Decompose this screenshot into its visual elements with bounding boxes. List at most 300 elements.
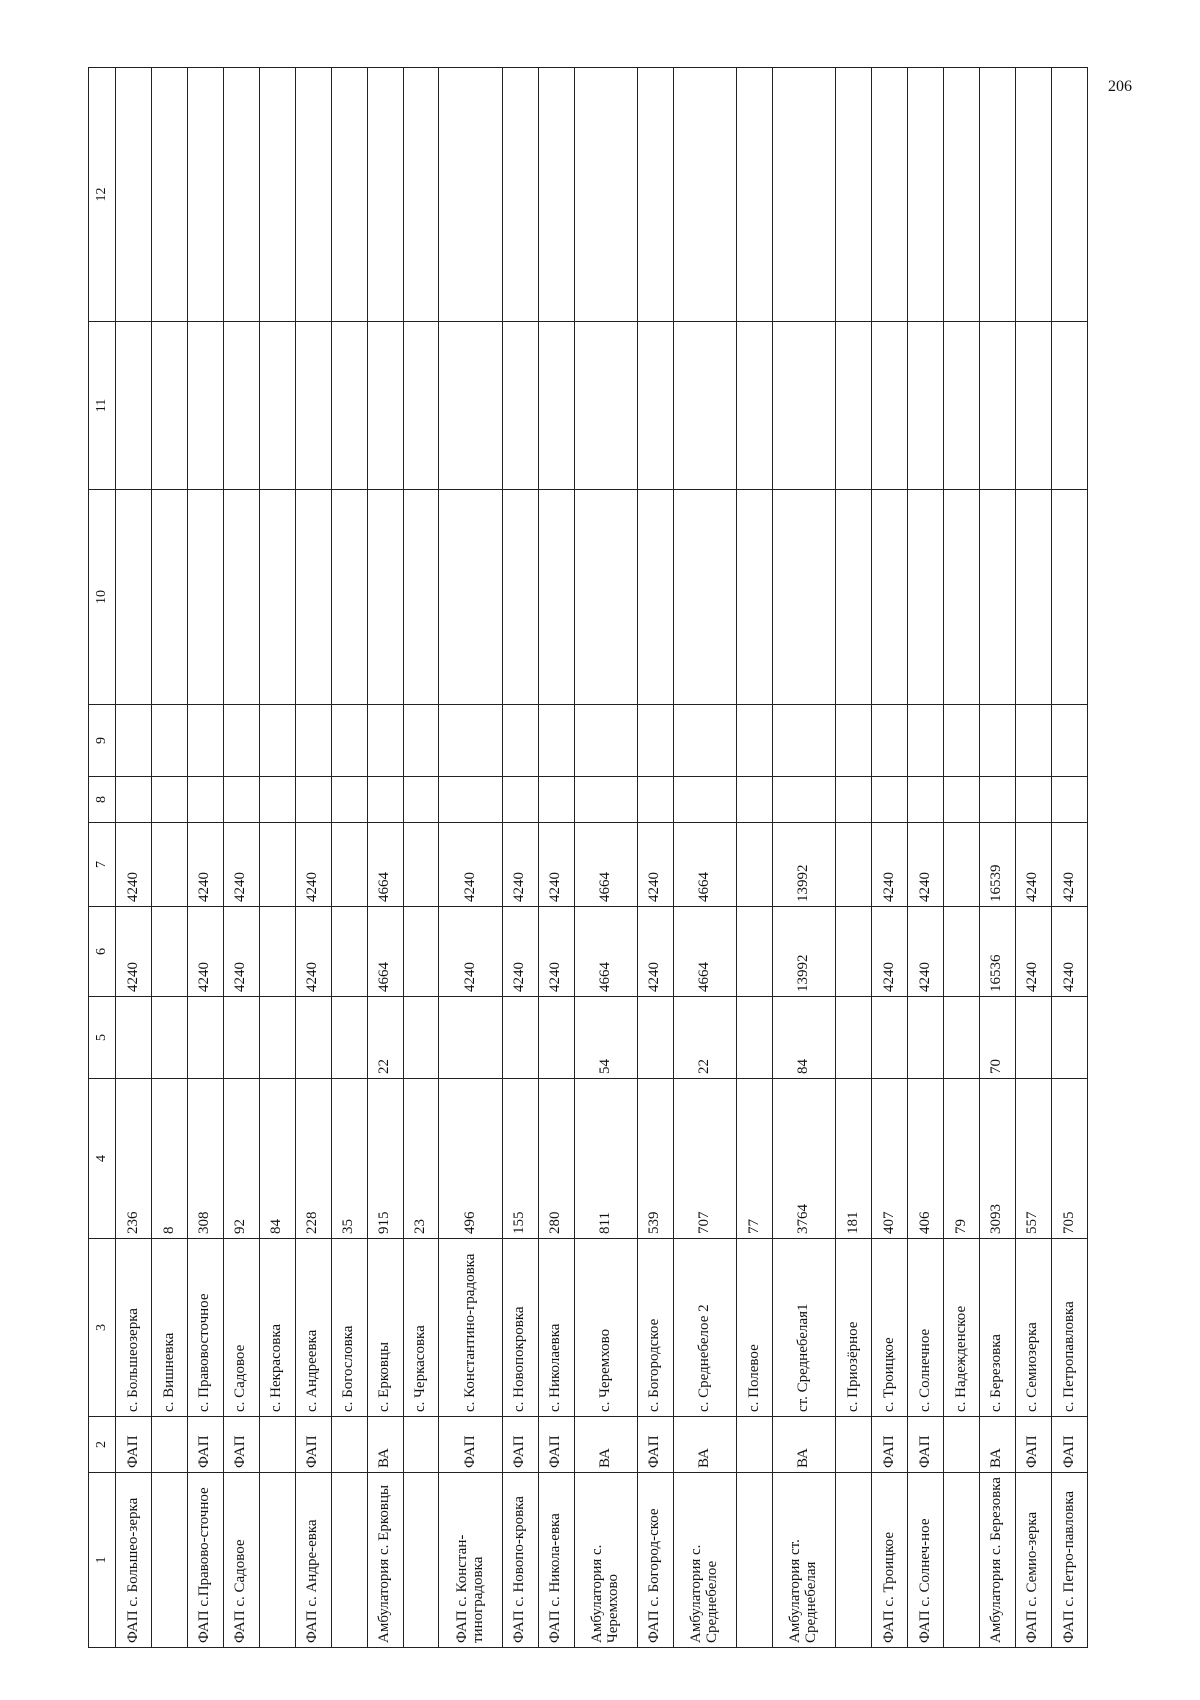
cell-col-7: 4240 — [187, 823, 223, 907]
column-header-1: 1 — [89, 1473, 116, 1648]
cell-col-1: ФАП с. Садовое — [223, 1473, 259, 1648]
empty-cell-col-11 — [538, 322, 574, 490]
cell-col-5: 70 — [979, 997, 1015, 1079]
empty-cell-col-8 — [151, 777, 187, 823]
empty-cell-col-8 — [979, 777, 1015, 823]
cell-col-3: с. Солнечное — [908, 1239, 944, 1417]
cell-col-1 — [259, 1473, 295, 1648]
empty-cell-col-12 — [259, 68, 295, 322]
cell-col-3: с. Константино-градовка — [439, 1239, 502, 1417]
cell-col-7: 4664 — [574, 823, 637, 907]
cell-col-3: с. Надежденское — [943, 1239, 979, 1417]
cell-col-7: 4240 — [1015, 823, 1051, 907]
empty-cell-col-12 — [223, 68, 259, 322]
cell-col-3: с. Ерковцы — [367, 1239, 403, 1417]
empty-cell-col-10 — [872, 490, 908, 705]
cell-col-3: с. Большеозерка — [116, 1239, 152, 1417]
empty-cell-col-10 — [331, 490, 367, 705]
cell-col-5 — [1015, 997, 1051, 1079]
table-row — [538, 68, 574, 1648]
empty-cell-col-12 — [637, 68, 673, 322]
cell-col-7 — [736, 823, 772, 907]
cell-col-6: 4664 — [673, 907, 736, 997]
cell-col-2: ФАП — [187, 1417, 223, 1473]
empty-cell-col-10 — [295, 490, 331, 705]
empty-cell-col-9 — [439, 705, 502, 777]
empty-cell-col-11 — [908, 322, 944, 490]
empty-cell-col-12 — [673, 68, 736, 322]
cell-col-4: 496 — [439, 1079, 502, 1239]
cell-col-6: 4664 — [367, 907, 403, 997]
empty-cell-col-12 — [908, 68, 944, 322]
cell-col-1: ФАП с. Констан-тиноградовка — [439, 1473, 502, 1648]
cell-col-4: 406 — [908, 1079, 944, 1239]
cell-col-2: ВА — [367, 1417, 403, 1473]
cell-col-1 — [736, 1473, 772, 1648]
empty-cell-col-12 — [295, 68, 331, 322]
empty-cell-col-9 — [836, 705, 872, 777]
cell-col-2: ФАП — [538, 1417, 574, 1473]
empty-cell-col-11 — [872, 322, 908, 490]
cell-col-3: с. Черкасовка — [403, 1239, 439, 1417]
cell-col-2: ФАП — [637, 1417, 673, 1473]
cell-col-2 — [943, 1417, 979, 1473]
empty-cell-col-10 — [574, 490, 637, 705]
empty-cell-col-10 — [223, 490, 259, 705]
table-row — [151, 68, 187, 1648]
empty-cell-col-8 — [403, 777, 439, 823]
cell-col-6: 4664 — [574, 907, 637, 997]
empty-cell-col-10 — [1051, 490, 1087, 705]
empty-cell-col-10 — [943, 490, 979, 705]
empty-cell-col-12 — [116, 68, 152, 322]
empty-cell-col-12 — [574, 68, 637, 322]
cell-col-5 — [908, 997, 944, 1079]
cell-col-1: ФАП с. Новопо-кровка — [502, 1473, 538, 1648]
empty-cell-col-9 — [403, 705, 439, 777]
cell-col-4: 308 — [187, 1079, 223, 1239]
empty-cell-col-10 — [367, 490, 403, 705]
empty-cell-col-9 — [116, 705, 152, 777]
cell-col-5: 84 — [772, 997, 835, 1079]
cell-col-5 — [295, 997, 331, 1079]
cell-col-4: 707 — [673, 1079, 736, 1239]
cell-col-3: с. Андреевка — [295, 1239, 331, 1417]
cell-col-6: 4240 — [1015, 907, 1051, 997]
cell-col-1: ФАП с. Никола-евка — [538, 1473, 574, 1648]
cell-col-5 — [259, 997, 295, 1079]
cell-col-4: 228 — [295, 1079, 331, 1239]
table-row — [673, 68, 736, 1648]
empty-cell-col-9 — [943, 705, 979, 777]
empty-cell-col-8 — [673, 777, 736, 823]
cell-col-5 — [439, 997, 502, 1079]
empty-cell-col-8 — [1051, 777, 1087, 823]
cell-col-1: ФАП с. Андре-евка — [295, 1473, 331, 1648]
column-header-12: 12 — [89, 68, 116, 322]
empty-cell-col-11 — [673, 322, 736, 490]
cell-col-3: с. Березовка — [979, 1239, 1015, 1417]
cell-col-6: 4240 — [637, 907, 673, 997]
cell-col-2 — [331, 1417, 367, 1473]
empty-cell-col-8 — [736, 777, 772, 823]
empty-cell-col-12 — [943, 68, 979, 322]
cell-col-1: Амбулатория ст. Среднебелая — [772, 1473, 835, 1648]
empty-cell-col-8 — [223, 777, 259, 823]
empty-cell-col-12 — [979, 68, 1015, 322]
empty-cell-col-10 — [502, 490, 538, 705]
empty-cell-col-8 — [772, 777, 835, 823]
column-header-9: 9 — [89, 705, 116, 777]
cell-col-7: 4240 — [908, 823, 944, 907]
empty-cell-col-11 — [187, 322, 223, 490]
empty-cell-col-11 — [772, 322, 835, 490]
empty-cell-col-9 — [223, 705, 259, 777]
empty-cell-col-9 — [259, 705, 295, 777]
table-row — [836, 68, 872, 1648]
empty-cell-col-9 — [151, 705, 187, 777]
empty-cell-col-12 — [502, 68, 538, 322]
cell-col-4: 280 — [538, 1079, 574, 1239]
cell-col-5 — [116, 997, 152, 1079]
empty-cell-col-10 — [403, 490, 439, 705]
empty-cell-col-9 — [574, 705, 637, 777]
cell-col-5 — [223, 997, 259, 1079]
empty-cell-col-9 — [502, 705, 538, 777]
cell-col-7: 4664 — [367, 823, 403, 907]
cell-col-2: ФАП — [439, 1417, 502, 1473]
empty-cell-col-8 — [295, 777, 331, 823]
cell-col-3: ст. Среднебелая1 — [772, 1239, 835, 1417]
table-row — [943, 68, 979, 1648]
table-row — [872, 68, 908, 1648]
cell-col-1 — [836, 1473, 872, 1648]
empty-cell-col-10 — [979, 490, 1015, 705]
cell-col-6: 4240 — [439, 907, 502, 997]
empty-cell-col-12 — [1051, 68, 1087, 322]
column-header-3: 3 — [89, 1239, 116, 1417]
cell-col-7: 4240 — [439, 823, 502, 907]
cell-col-5 — [872, 997, 908, 1079]
empty-cell-col-9 — [538, 705, 574, 777]
cell-col-3: с. Среднебелое 2 — [673, 1239, 736, 1417]
cell-col-6: 4240 — [538, 907, 574, 997]
cell-col-2 — [736, 1417, 772, 1473]
cell-col-1: ФАП с.Правово-сточное — [187, 1473, 223, 1648]
empty-cell-col-8 — [439, 777, 502, 823]
empty-cell-col-10 — [836, 490, 872, 705]
cell-col-2: ФАП — [223, 1417, 259, 1473]
empty-cell-col-12 — [872, 68, 908, 322]
empty-cell-col-11 — [979, 322, 1015, 490]
cell-col-7: 4240 — [1051, 823, 1087, 907]
empty-cell-col-12 — [187, 68, 223, 322]
cell-col-2: ФАП — [116, 1417, 152, 1473]
empty-cell-col-9 — [1015, 705, 1051, 777]
page-number: 206 — [1108, 78, 1132, 95]
cell-col-3: с. Приозёрное — [836, 1239, 872, 1417]
cell-col-3: с. Садовое — [223, 1239, 259, 1417]
cell-col-6: 4240 — [295, 907, 331, 997]
cell-col-7 — [403, 823, 439, 907]
cell-col-2: ФАП — [872, 1417, 908, 1473]
cell-col-4: 557 — [1015, 1079, 1051, 1239]
cell-col-1 — [151, 1473, 187, 1648]
cell-col-7 — [259, 823, 295, 907]
empty-cell-col-12 — [403, 68, 439, 322]
empty-cell-col-9 — [637, 705, 673, 777]
cell-col-7: 4240 — [223, 823, 259, 907]
empty-cell-col-12 — [1015, 68, 1051, 322]
empty-cell-col-11 — [502, 322, 538, 490]
cell-col-3: с. Петропавловка — [1051, 1239, 1087, 1417]
empty-cell-col-11 — [637, 322, 673, 490]
empty-cell-col-11 — [574, 322, 637, 490]
empty-cell-col-10 — [538, 490, 574, 705]
table-row — [439, 68, 502, 1648]
cell-col-1 — [331, 1473, 367, 1648]
cell-col-4: 3093 — [979, 1079, 1015, 1239]
empty-cell-col-12 — [151, 68, 187, 322]
table-row — [116, 68, 152, 1648]
cell-col-2: ФАП — [502, 1417, 538, 1473]
cell-col-3: с. Николаевка — [538, 1239, 574, 1417]
cell-col-2: ФАП — [1015, 1417, 1051, 1473]
table-row — [403, 68, 439, 1648]
cell-col-4: 705 — [1051, 1079, 1087, 1239]
empty-cell-col-8 — [943, 777, 979, 823]
cell-col-6: 4240 — [502, 907, 538, 997]
cell-col-4: 23 — [403, 1079, 439, 1239]
cell-col-2: ВА — [673, 1417, 736, 1473]
empty-cell-col-9 — [1051, 705, 1087, 777]
cell-col-4: 155 — [502, 1079, 538, 1239]
cell-col-2: ВА — [574, 1417, 637, 1473]
cell-col-5 — [151, 997, 187, 1079]
table-row — [1015, 68, 1051, 1648]
cell-col-1 — [943, 1473, 979, 1648]
cell-col-7: 13992 — [772, 823, 835, 907]
cell-col-6 — [259, 907, 295, 997]
cell-col-4: 79 — [943, 1079, 979, 1239]
table-body — [116, 68, 1088, 1648]
empty-cell-col-10 — [673, 490, 736, 705]
table-row — [295, 68, 331, 1648]
empty-cell-col-10 — [116, 490, 152, 705]
empty-cell-col-11 — [1051, 322, 1087, 490]
cell-col-5 — [836, 997, 872, 1079]
cell-col-6: 4240 — [1051, 907, 1087, 997]
cell-col-2: ФАП — [908, 1417, 944, 1473]
cell-col-7: 4240 — [637, 823, 673, 907]
empty-cell-col-9 — [367, 705, 403, 777]
cell-col-3: с. Черемхово — [574, 1239, 637, 1417]
table-row — [736, 68, 772, 1648]
empty-cell-col-9 — [736, 705, 772, 777]
empty-cell-col-8 — [187, 777, 223, 823]
empty-cell-col-8 — [502, 777, 538, 823]
column-header-7: 7 — [89, 823, 116, 907]
empty-cell-col-11 — [836, 322, 872, 490]
cell-col-3: с. Богословка — [331, 1239, 367, 1417]
empty-cell-col-11 — [259, 322, 295, 490]
empty-cell-col-10 — [187, 490, 223, 705]
empty-cell-col-10 — [1015, 490, 1051, 705]
empty-cell-col-12 — [538, 68, 574, 322]
cell-col-1: Амбулатория с. Ерковцы — [367, 1473, 403, 1648]
empty-cell-col-12 — [736, 68, 772, 322]
cell-col-7: 4240 — [538, 823, 574, 907]
empty-cell-col-12 — [772, 68, 835, 322]
table-row — [223, 68, 259, 1648]
cell-col-1: ФАП с. Семио-зерка — [1015, 1473, 1051, 1648]
cell-col-3: с. Новопокровка — [502, 1239, 538, 1417]
cell-col-6: 4240 — [187, 907, 223, 997]
cell-col-2: ВА — [979, 1417, 1015, 1473]
cell-col-4: 181 — [836, 1079, 872, 1239]
cell-col-1: ФАП с. Большео-зерка — [116, 1473, 152, 1648]
cell-col-7: 16539 — [979, 823, 1015, 907]
cell-col-4: 915 — [367, 1079, 403, 1239]
table-row — [772, 68, 835, 1648]
cell-col-4: 84 — [259, 1079, 295, 1239]
empty-cell-col-9 — [908, 705, 944, 777]
empty-cell-col-8 — [259, 777, 295, 823]
cell-col-6 — [943, 907, 979, 997]
table-row — [637, 68, 673, 1648]
empty-cell-col-11 — [403, 322, 439, 490]
empty-cell-col-8 — [574, 777, 637, 823]
empty-cell-col-10 — [439, 490, 502, 705]
cell-col-2: ФАП — [295, 1417, 331, 1473]
empty-cell-col-8 — [116, 777, 152, 823]
empty-cell-col-12 — [439, 68, 502, 322]
cell-col-6: 4240 — [223, 907, 259, 997]
table-row — [187, 68, 223, 1648]
cell-col-7: 4240 — [116, 823, 152, 907]
cell-col-6 — [836, 907, 872, 997]
empty-cell-col-9 — [872, 705, 908, 777]
column-header-2: 2 — [89, 1417, 116, 1473]
table-row — [367, 68, 403, 1648]
cell-col-5: 22 — [367, 997, 403, 1079]
cell-col-2 — [151, 1417, 187, 1473]
table-row — [1051, 68, 1087, 1648]
cell-col-4: 3764 — [772, 1079, 835, 1239]
empty-cell-col-8 — [908, 777, 944, 823]
cell-col-6 — [736, 907, 772, 997]
column-header-5: 5 — [89, 997, 116, 1079]
cell-col-5 — [736, 997, 772, 1079]
table-row — [502, 68, 538, 1648]
column-header-6: 6 — [89, 907, 116, 997]
empty-cell-col-8 — [872, 777, 908, 823]
cell-col-3: с. Семиозерка — [1015, 1239, 1051, 1417]
column-number-row — [89, 68, 116, 1648]
empty-cell-col-11 — [331, 322, 367, 490]
empty-cell-col-10 — [908, 490, 944, 705]
cell-col-5: 54 — [574, 997, 637, 1079]
column-header-8: 8 — [89, 777, 116, 823]
cell-col-7 — [331, 823, 367, 907]
cell-col-3: с. Богородское — [637, 1239, 673, 1417]
medical-facilities-table — [88, 67, 1088, 1648]
cell-col-5 — [538, 997, 574, 1079]
cell-col-6 — [403, 907, 439, 997]
cell-col-5 — [403, 997, 439, 1079]
cell-col-3: с. Правовосточное — [187, 1239, 223, 1417]
empty-cell-col-8 — [331, 777, 367, 823]
empty-cell-col-9 — [187, 705, 223, 777]
cell-col-4: 539 — [637, 1079, 673, 1239]
empty-cell-col-11 — [439, 322, 502, 490]
cell-col-7 — [151, 823, 187, 907]
cell-col-5 — [502, 997, 538, 1079]
cell-col-1: Амбулатория с. Черемхово — [574, 1473, 637, 1648]
cell-col-1 — [403, 1473, 439, 1648]
cell-col-5 — [637, 997, 673, 1079]
empty-cell-col-8 — [836, 777, 872, 823]
column-header-10: 10 — [89, 490, 116, 705]
empty-cell-col-11 — [943, 322, 979, 490]
table-row — [574, 68, 637, 1648]
cell-col-5 — [943, 997, 979, 1079]
cell-col-7 — [943, 823, 979, 907]
empty-cell-col-12 — [331, 68, 367, 322]
column-header-11: 11 — [89, 322, 116, 490]
cell-col-4: 407 — [872, 1079, 908, 1239]
cell-col-2 — [259, 1417, 295, 1473]
empty-cell-col-10 — [637, 490, 673, 705]
cell-col-5 — [187, 997, 223, 1079]
cell-col-6: 13992 — [772, 907, 835, 997]
table-row — [908, 68, 944, 1648]
cell-col-4: 35 — [331, 1079, 367, 1239]
empty-cell-col-9 — [295, 705, 331, 777]
column-header-4: 4 — [89, 1079, 116, 1239]
cell-col-7: 4240 — [872, 823, 908, 907]
empty-cell-col-8 — [367, 777, 403, 823]
cell-col-6 — [151, 907, 187, 997]
rotated-scanned-page — [88, 68, 1132, 1648]
empty-cell-col-10 — [151, 490, 187, 705]
empty-cell-col-9 — [331, 705, 367, 777]
cell-col-4: 811 — [574, 1079, 637, 1239]
empty-cell-col-9 — [979, 705, 1015, 777]
cell-col-3: с. Некрасовка — [259, 1239, 295, 1417]
cell-col-6: 4240 — [116, 907, 152, 997]
empty-cell-col-10 — [259, 490, 295, 705]
cell-col-2: ВА — [772, 1417, 835, 1473]
cell-col-5: 22 — [673, 997, 736, 1079]
cell-col-1: ФАП с. Троицкое — [872, 1473, 908, 1648]
empty-cell-col-8 — [637, 777, 673, 823]
empty-cell-col-11 — [1015, 322, 1051, 490]
cell-col-3: с. Вишневка — [151, 1239, 187, 1417]
cell-col-1: ФАП с. Солнеч-ное — [908, 1473, 944, 1648]
cell-col-6: 4240 — [872, 907, 908, 997]
empty-cell-col-12 — [836, 68, 872, 322]
cell-col-2 — [836, 1417, 872, 1473]
cell-col-1: ФАП с. Богород-ское — [637, 1473, 673, 1648]
cell-col-1: Амбулатория с. Среднебелое — [673, 1473, 736, 1648]
cell-col-4: 236 — [116, 1079, 152, 1239]
cell-col-1: ФАП с. Петро-павловка — [1051, 1473, 1087, 1648]
empty-cell-col-11 — [223, 322, 259, 490]
empty-cell-col-8 — [538, 777, 574, 823]
empty-cell-col-8 — [1015, 777, 1051, 823]
empty-cell-col-11 — [116, 322, 152, 490]
